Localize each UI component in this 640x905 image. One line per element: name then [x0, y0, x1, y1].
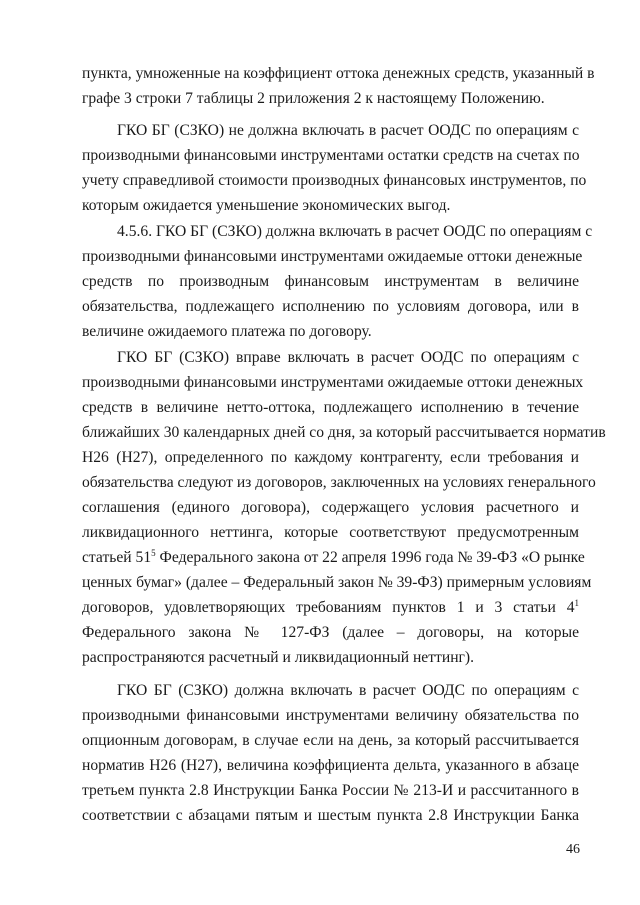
text-line: графе 3 строки 7 таблицы 2 приложения 2 к настоящему Положению. — [82, 90, 545, 107]
text-line: учету справедливой стоимости производных финансовых инструментов, по — [82, 172, 587, 189]
superscript: 5 — [151, 548, 156, 558]
text-line: распространяются расчетный и ликвидационный неттинг). — [82, 649, 475, 666]
text-line: обязательства, подлежащего исполнению по условиям договора, или в — [82, 298, 579, 315]
text-line: соответствии с абзацами пятым и шестым пункта 2.8 Инструкции Банка — [82, 807, 579, 824]
text-line: производными финансовыми инструментами ожидаемые оттоки денежных — [82, 374, 584, 391]
text-run: статьей 51 — [82, 549, 152, 566]
text-line: соглашения (единого договора), содержащего условия расчетного и — [82, 499, 579, 516]
text-line: Н26 (Н27), определенного по каждому контрагенту, если требования и — [82, 449, 579, 466]
text-line: 4.5.6. ГКО БГ (СЗКО) должна включать в расчет ООДС по операциям с — [117, 223, 593, 240]
text-line: ликвидационного неттинга, которые соответствуют предусмотренным — [82, 524, 579, 541]
text-run: договоров, удовлетворяющих требованиям пунктов 1 и 3 статьи 4 — [82, 599, 575, 616]
text-line: Федерального закона № 127-ФЗ (далее – договоры, на которые — [82, 624, 579, 641]
text-line: производными финансовыми инструментами величину обязательства по — [82, 707, 579, 724]
text-line: ближайших 30 календарных дней со дня, за который рассчитывается норматив — [82, 424, 606, 441]
text-line — [82, 598, 579, 618]
text-line: средств в величине нетто-оттока, подлежащего исполнению в течение — [82, 399, 579, 416]
text-line: величине ожидаемого платежа по договору. — [82, 323, 372, 340]
text-line: обязательства следуют из договоров, заключенных на условиях генерального — [82, 474, 596, 491]
text-line: ГКО БГ (СЗКО) должна включать в расчет ООДС по операциям с — [117, 682, 579, 699]
text-line: ценных бумаг» (далее – Федеральный закон № 39-ФЗ) примерным условиям — [82, 574, 592, 591]
text-line: пункта, умноженные на коэффициент оттока денежных средств, указанный в — [82, 65, 595, 82]
text-run: Федерального закона от 22 апреля 1996 года № 39-ФЗ «О рынке — [155, 549, 585, 566]
text-line — [82, 548, 585, 568]
page-number: 46 — [566, 842, 580, 857]
text-line: средств по производным финансовым инструментам в величине — [82, 273, 579, 290]
text-line: производными финансовыми инструментами ожидаемые оттоки денежные — [82, 248, 583, 265]
text-line: опционным договорам, в случае если на день, за который рассчитывается — [82, 732, 579, 749]
superscript: 1 — [574, 598, 579, 608]
text-line: норматив Н26 (Н27), величина коэффициента дельта, указанного в абзаце — [82, 757, 579, 774]
text-line: производными финансовыми инструментами остатки средств на счетах по — [82, 147, 580, 164]
text-line: третьем пункта 2.8 Инструкции Банка России № 213-И и рассчитанного в — [82, 782, 579, 799]
text-line: ГКО БГ (СЗКО) не должна включать в расчет ООДС по операциям с — [117, 122, 579, 139]
text-line: которым ожидается уменьшение экономических выгод. — [82, 197, 451, 214]
text-line: ГКО БГ (СЗКО) вправе включать в расчет ООДС по операциям с — [117, 349, 579, 366]
